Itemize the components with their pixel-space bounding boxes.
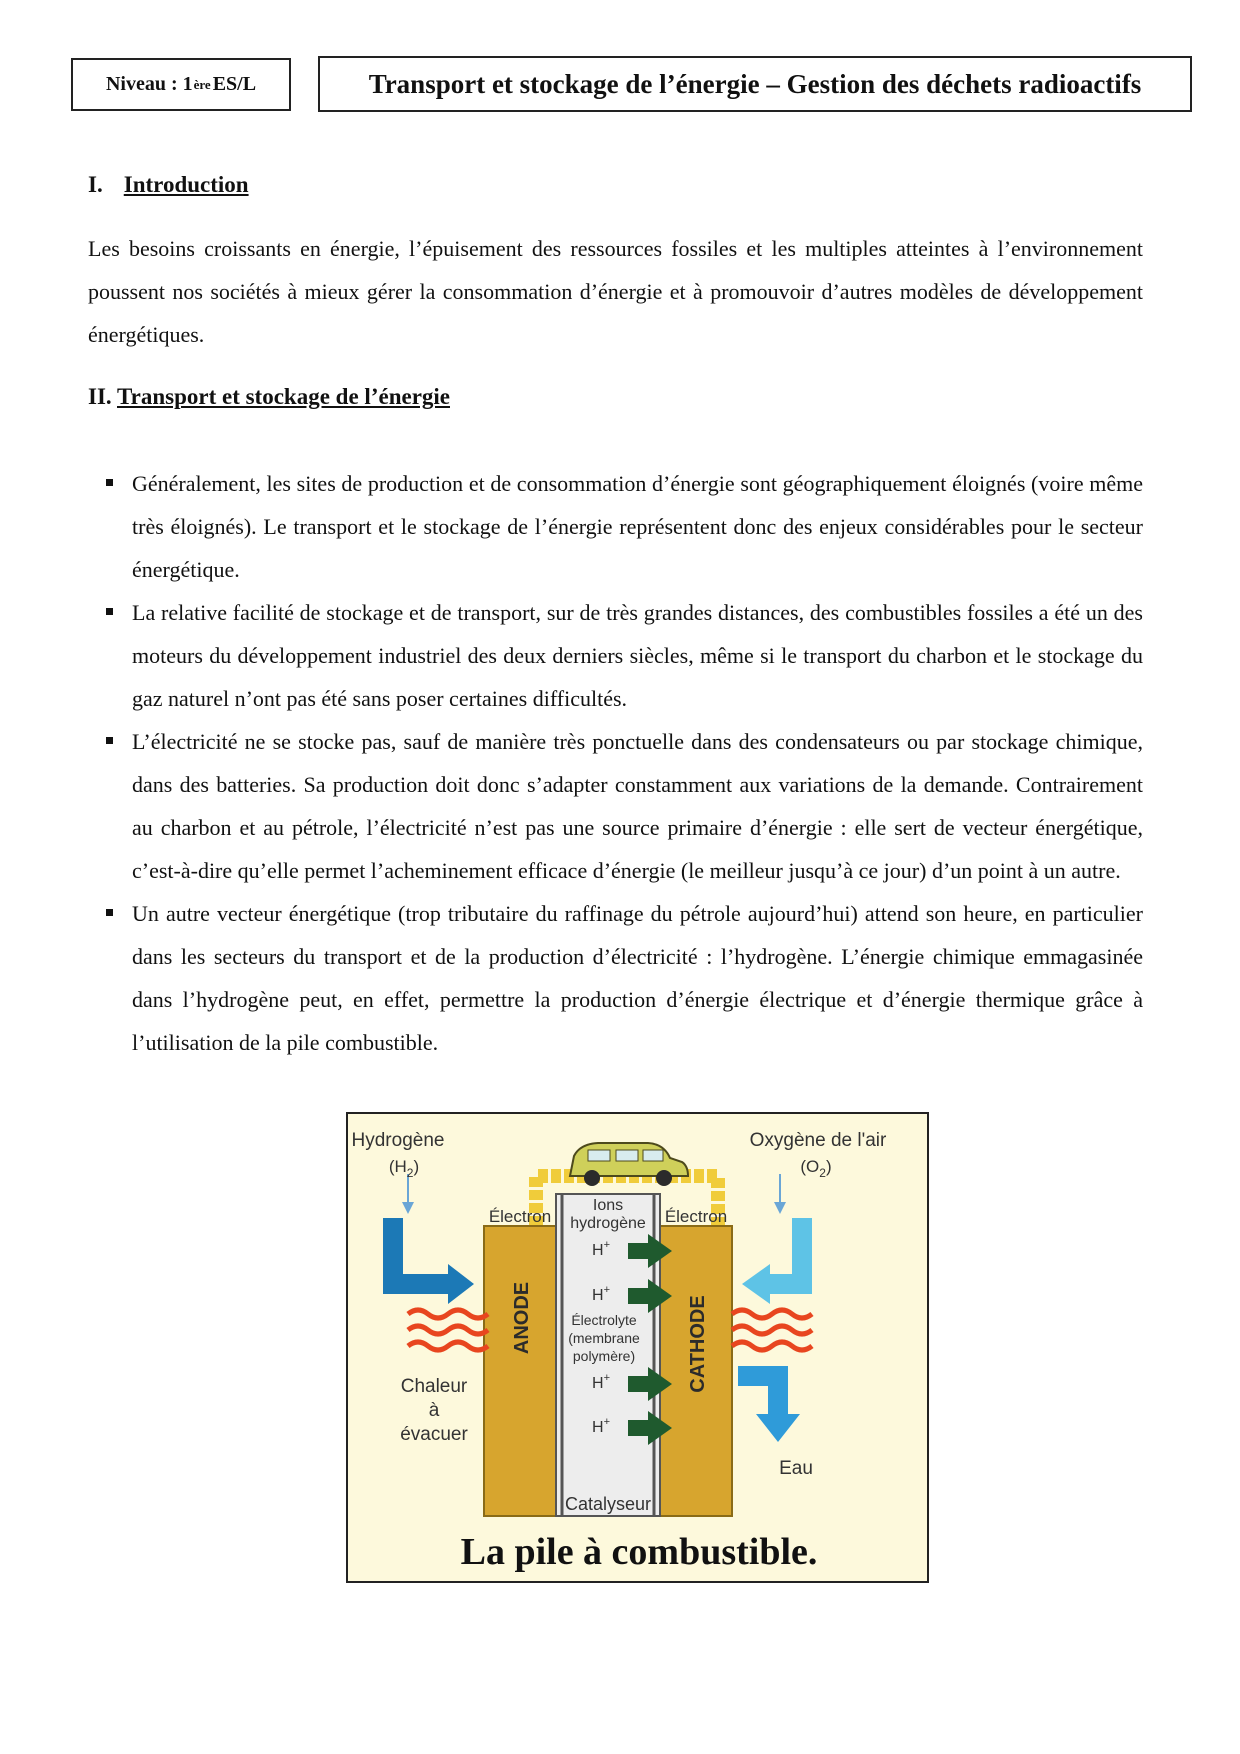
oxygen-subscript: 2: [819, 1166, 826, 1180]
bullet-item: L’électricité ne se stocke pas, sauf de manière très ponctuelle dans des condensateurs ou par stockage chimique, dans des batteries. Sa production doit donc s’adapter constamment aux variations de la demande. Contrairement au charbon et au pétrole, l’électricité n’est pas une source primaire d’énergie : elle sert de vecteur énergétique, c’est-à-dire qu’elle permet l’acheminement efficace d’énergie (le meilleur jusqu’à ce jour) d’un point à un autre.: [104, 720, 1143, 892]
proton-label: H: [592, 1375, 604, 1392]
cathode-label: CATHODE: [687, 1295, 709, 1393]
svg-text:(H2): $(H_2)$: [388, 1157, 420, 1180]
hydrogen-inlet-arrow: [383, 1218, 474, 1304]
document-title-box: [318, 56, 1192, 112]
electron-right-label: Électron: [664, 1207, 728, 1226]
hydrogen-formula: (H: [388, 1157, 407, 1176]
proton-label: H: [592, 1242, 604, 1259]
level-suffix: ES/L: [212, 73, 257, 95]
proton-label: H: [592, 1287, 604, 1304]
heat-label-line2: à: [428, 1400, 440, 1421]
document-title: Transport et stockage de l’énergie – Gestion des déchets radioactifs: [368, 68, 1142, 99]
electrolyte-label-line3: polymère): [572, 1348, 636, 1364]
catalyst-label: Catalyseur: [564, 1494, 652, 1514]
bullet-item: Généralement, les sites de production et de consommation d’énergie sont géographiquement éloignés (voire même très éloignés). Le transport et le stockage de l’énergie représentent donc des enjeux considérables pour le secteur énergétique.: [104, 462, 1143, 591]
figure-caption: La pile à combustible.: [460, 1531, 818, 1573]
section-number: II.: [88, 384, 112, 409]
heat-label-line1: Chaleur: [400, 1376, 468, 1397]
water-label: Eau: [779, 1458, 813, 1479]
water-outlet-arrow: [738, 1366, 800, 1442]
bullet-item: La relative facilité de stockage et de transport, sur de très grandes distances, des combustibles fossiles a été un des moteurs du développement industriel des deux derniers siècles, même si le transport du charbon et le stockage du gaz naturel n’ont pas été sans poser certaines difficultés.: [104, 591, 1143, 720]
bullet-item: Un autre vecteur énergétique (trop tributaire du raffinage du pétrole aujourd’hui) attend son heure, en particulier dans les secteurs du transport et de la production d’électricité : l’hydrogène. L’énergie chimique emmagasinée dans l’hydrogène peut, en effet, permettre la production d’énergie électrique et d’énergie thermique grâce à l’utilisation de la pile combustible.: [104, 892, 1143, 1064]
section-heading-transport: [88, 384, 450, 410]
svg-text:H+: H+: [592, 1372, 610, 1392]
svg-text:H+: H+: [592, 1284, 610, 1304]
ions-label-line2: hydrogène: [570, 1215, 646, 1232]
svg-text:H+: H+: [592, 1416, 610, 1436]
oxygen-inlet-arrow: [742, 1218, 812, 1304]
oxygen-label: Oxygène de l'air: [749, 1130, 887, 1151]
anode-label: ANODE: [511, 1281, 533, 1355]
heat-wave-left: [408, 1310, 488, 1350]
ions-label-line1: Ions: [592, 1197, 624, 1214]
electrolyte-label-line1: Électrolyte: [571, 1312, 637, 1328]
hydrogen-label: Hydrogène: [351, 1130, 445, 1151]
section-title: Transport et stockage de l’énergie: [117, 384, 450, 409]
section-number: I.: [88, 172, 103, 197]
level-label: Niveau : 1: [105, 73, 193, 95]
section-heading-introduction: [88, 172, 249, 198]
heat-wave-right: [732, 1310, 812, 1350]
level-box: [71, 58, 291, 111]
svg-text:H+: H+: [592, 1239, 610, 1259]
electrolyte-label-line2: (membrane: [568, 1330, 640, 1346]
fuel-cell-diagram: [348, 1114, 927, 1581]
anode-plate: [484, 1226, 556, 1516]
fuel-cell-figure: [346, 1112, 929, 1583]
svg-text:(O2): $(O_2)$: [800, 1157, 832, 1180]
heat-label-line3: évacuer: [400, 1424, 468, 1445]
oxygen-formula: (O: [800, 1157, 820, 1176]
bullet-list: [104, 462, 1143, 1064]
section-title: Introduction: [123, 172, 249, 197]
hydrogen-subscript: 2: [406, 1166, 414, 1180]
electron-left-label: Électron: [488, 1207, 552, 1226]
proton-label: H: [592, 1419, 604, 1436]
introduction-paragraph: Les besoins croissants en énergie, l’épuisement des ressources fossiles et les multiples atteintes à l’environnement poussent nos sociétés à mieux gérer la consommation d’énergie et à promouvoir d’autres modèles de développement énergétiques.: [88, 236, 1143, 347]
level-superscript: ère: [193, 76, 211, 92]
